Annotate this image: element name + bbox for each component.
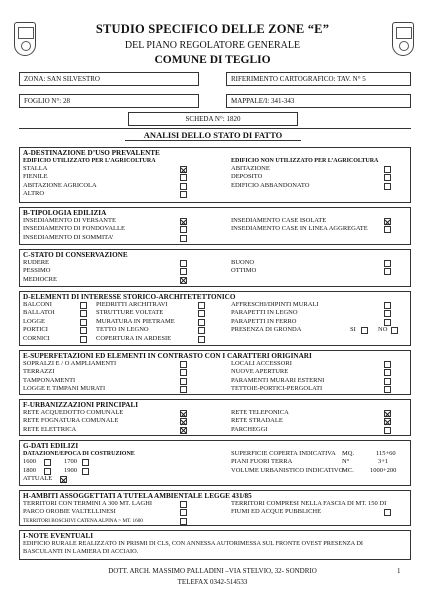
parcheggi-checkbox[interactable] — [384, 427, 391, 434]
versante-checkbox[interactable] — [180, 218, 187, 225]
metric-value: 115+60 — [376, 450, 396, 457]
stradale-checkbox[interactable] — [384, 418, 391, 425]
section-i-title: I-NOTE EVENTUALI — [23, 532, 94, 540]
sopralzi-checkbox[interactable] — [180, 361, 187, 368]
section-g — [19, 440, 411, 486]
checkbox-label: 1900 — [64, 466, 77, 474]
checkbox-label: INSEDIAMENTO DI VERSANTE — [23, 217, 116, 224]
checkbox-label: RETE ACQUEDOTTO COMUNALE — [23, 409, 124, 416]
section-b-title: B-TIPOLOGIA EDILIZIA — [23, 209, 107, 217]
checkbox-label: RETE FOGNATURA COMUNALE — [23, 417, 119, 425]
checkbox-label: PARCO OROBIE VALTELLINESI — [23, 508, 116, 516]
mappale-field: MAPPALE/I: 341-343 — [226, 94, 411, 108]
checkbox-label: COPERTURA IN ARDESIE — [96, 334, 172, 342]
metric-value: 3+1 — [378, 458, 389, 466]
affreschi-checkbox[interactable] — [384, 302, 391, 309]
nuove-aperture-checkbox[interactable] — [384, 369, 391, 376]
fondovalle-checkbox[interactable] — [180, 226, 187, 233]
section-a — [19, 147, 411, 203]
section-c — [19, 249, 411, 287]
checkbox-label: OTTIMO — [231, 267, 257, 275]
section-a-title: A-DESTINAZIONE D’USO PREVALENTE — [23, 149, 160, 157]
riferimento-field: RIFERIMENTO CARTOGRAFICO: TAV. N° 5 — [226, 72, 411, 86]
metric-unit: MQ. — [342, 450, 355, 457]
checkbox-label: EDIFICIO ABBANDONATO — [231, 181, 310, 189]
cornici-checkbox[interactable] — [80, 336, 87, 343]
parco-orobie-checkbox[interactable] — [180, 509, 187, 516]
locali-accessori-checkbox[interactable] — [384, 361, 391, 368]
document-header — [0, 8, 425, 68]
balconi-checkbox[interactable] — [80, 302, 87, 309]
pessimo-checkbox[interactable] — [180, 268, 187, 275]
checkbox-label: ABITAZIONE — [231, 165, 270, 172]
fognatura-checkbox[interactable] — [180, 418, 187, 425]
checkbox-label: STRUTTURE VOLTATE — [96, 309, 164, 317]
checkbox-label: LOGGE E TIMPANI MURATI — [23, 385, 106, 393]
checkbox-label: PRESENZA DI GRONDA — [231, 326, 302, 334]
checkbox-label: INSEDIAMENTO DI FONDOVALLE — [23, 225, 125, 233]
acquedotto-checkbox[interactable] — [180, 410, 187, 417]
section-f — [19, 399, 411, 436]
muratura-checkbox[interactable] — [198, 319, 205, 326]
section-i — [19, 530, 411, 560]
ballatoi-checkbox[interactable] — [80, 310, 87, 317]
year-1700-checkbox[interactable] — [82, 459, 89, 466]
checkbox-label: ABITAZIONE AGRICOLA — [23, 181, 97, 189]
checkbox-label: LOGGE — [23, 317, 46, 325]
si-label: SI — [350, 326, 356, 334]
strutture-voltate-checkbox[interactable] — [198, 310, 205, 317]
section-h-title: H-AMBITI ASSOGGETTATI A TUTELA AMBIENTALE LEGGE 431/85 — [23, 492, 252, 500]
year-1800-checkbox[interactable] — [44, 468, 51, 475]
section-d-title: D-ELEMENTI DI INTERESSE STORICO-ARCHITETETTONICO — [23, 293, 236, 301]
checkbox-label: TERRITORI BOSCHIVI CATENA ALPINA > MT. 1600 — [23, 517, 143, 524]
year-1600-checkbox[interactable] — [44, 459, 51, 466]
metric-label: VOLUME URBANISTICO INDICATIVO — [231, 466, 344, 474]
checkbox-label: RETE ELETTRICA — [23, 425, 77, 433]
deposito-checkbox[interactable] — [384, 174, 391, 181]
section-h — [19, 490, 411, 526]
document-title: STUDIO SPECIFICO DELLE ZONE “E” — [95, 22, 330, 36]
timpani-checkbox[interactable] — [180, 386, 187, 393]
checkbox-label: FIUMI ED ACQUE PUBBLICHE — [231, 508, 322, 516]
checkbox-label: NUOVE APERTURE — [231, 368, 289, 376]
year-1900-checkbox[interactable] — [82, 468, 89, 475]
parapetti-legno-checkbox[interactable] — [384, 310, 391, 317]
checkbox-label: TERRITORI CON TERMINI A 300 MT. LAGHI — [23, 500, 153, 507]
checkbox-label: ALTRO — [23, 190, 45, 198]
metric-unit: N° — [342, 458, 350, 466]
case-in-linea-checkbox[interactable] — [384, 226, 391, 233]
checkbox-label: ATTUALE — [23, 475, 53, 483]
laghi-checkbox[interactable] — [180, 501, 187, 508]
footer-telefax: TELEFAX 0342-514533 — [177, 578, 248, 586]
checkbox-label: LOCALI ACCESSORI — [231, 360, 292, 367]
section-g-subtitle: DATAZIONE/EPOCA DI COSTRUZIONE — [23, 451, 135, 457]
document-subtitle: DEL PIANO REGOLATORE GENERALE — [124, 40, 301, 51]
footer-address: DOTT. ARCH. MASSIMO PALLADINI –VIA STELVIO, 32- SONDRIO — [108, 567, 317, 575]
case-isolate-checkbox[interactable] — [384, 218, 391, 225]
checkbox-label: CORNICI — [23, 334, 50, 342]
checkbox-label: 1700 — [64, 458, 77, 466]
checkbox-label: 1600 — [23, 458, 36, 466]
checkbox-label: TETTOIE-PORTICI-PERGOLATI — [231, 385, 323, 393]
buono-checkbox[interactable] — [384, 260, 391, 267]
terrazzi-checkbox[interactable] — [180, 369, 187, 376]
abitazione-checkbox[interactable] — [384, 166, 391, 173]
altro-checkbox[interactable] — [180, 191, 187, 198]
section-f-title: F-URBANIZZAZIONI PRINCIPALI — [23, 401, 139, 409]
checkbox-label: AFFRESCHI/DIPINTI MURALI — [231, 301, 319, 308]
checkbox-label: DEPOSITO — [231, 173, 263, 181]
notes-text-line1: EDIFICIO RURALE REALIZZATO IN PRISMI DI CLS, CON ANNESSA AUTORIMESSA SUL FRONTE OVEST PRESENZA DI — [23, 540, 364, 547]
section-e-title: E-SUPERFETAZIONI ED ELEMENTI IN CONTRASTO CON I CARATTERI ORIGINARI — [23, 352, 312, 360]
telefonica-checkbox[interactable] — [384, 410, 391, 417]
checkbox-label: TERRAZZI — [23, 368, 55, 376]
checkbox-label: PARCHEGGI — [231, 425, 268, 433]
ottimo-checkbox[interactable] — [384, 268, 391, 275]
gronda-no-checkbox[interactable] — [391, 327, 398, 334]
divider — [19, 128, 411, 129]
scheda-field: SCHEDA N°: 1820 — [128, 112, 298, 126]
section-a-subtitle-left: EDIFICIO UTILIZZATO PER L’AGRICOLTURA — [23, 158, 156, 164]
fiumi-checkbox[interactable] — [384, 509, 391, 516]
section-b — [19, 207, 411, 245]
rudere-checkbox[interactable] — [180, 260, 187, 267]
page-number: 1 — [397, 567, 401, 575]
section-c-title: C-STATO DI CONSERVAZIONE — [23, 251, 128, 259]
checkbox-label: MEDIOCRE — [23, 275, 57, 283]
analisi-title: ANALISI DELLO STATO DI FATTO — [125, 130, 301, 141]
logge-checkbox[interactable] — [80, 319, 87, 326]
checkbox-label: STALLA — [23, 165, 48, 172]
checkbox-label: SOPRALZI E / O AMPLIAMENTI — [23, 360, 117, 367]
attuale-checkbox[interactable] — [60, 476, 67, 483]
metric-unit: MC. — [342, 466, 354, 474]
no-label: NO — [378, 326, 388, 334]
stalla-checkbox[interactable] — [180, 166, 187, 173]
checkbox-label: MURATURA IN PIETRAME — [96, 317, 175, 325]
sommita-checkbox[interactable] — [180, 235, 187, 242]
tettoie-checkbox[interactable] — [384, 386, 391, 393]
metric-label: PIANI FUORI TERRA — [231, 458, 293, 466]
zona-field: ZONA: SAN SILVESTRO — [19, 72, 199, 86]
checkbox-label: PARAPETTI IN LEGNO — [231, 309, 298, 317]
checkbox-label: FIENILE — [23, 173, 48, 181]
checkbox-label: PESSIMO — [23, 267, 51, 275]
abitazione-agricola-checkbox[interactable] — [180, 183, 187, 190]
municipality-name: COMUNE DI TEGLIO — [154, 54, 271, 66]
checkbox-label: PORTICI — [23, 326, 48, 334]
checkbox-label: TERRITORI COMPRESI NELLA FASCIA DI MT. 150 DI — [231, 500, 387, 507]
checkbox-label: PARAMENTI MURARI ESTERNI — [231, 376, 325, 384]
paramenti-checkbox[interactable] — [384, 378, 391, 385]
checkbox-label: RETE TELEFONICA — [231, 409, 289, 416]
checkbox-label: TAMPONAMENTI — [23, 376, 76, 384]
checkbox-label: BALLATOI — [23, 309, 55, 317]
boschivi-checkbox[interactable] — [180, 518, 187, 525]
elettrica-checkbox[interactable] — [180, 427, 187, 434]
mediocre-checkbox[interactable] — [180, 277, 187, 284]
metric-value: 1000+200 — [370, 466, 397, 474]
checkbox-label: INSEDIAMENTO CASE ISOLATE — [231, 217, 327, 224]
piedritti-checkbox[interactable] — [198, 302, 205, 309]
section-e — [19, 350, 411, 395]
metric-label: SUPERFICIE COPERTA INDICATIVA — [231, 450, 336, 457]
edificio-abbandonato-checkbox[interactable] — [384, 183, 391, 190]
tetto-legno-checkbox[interactable] — [198, 327, 205, 334]
checkbox-label: BUONO — [231, 259, 255, 266]
checkbox-label: 1800 — [23, 466, 36, 474]
checkbox-label: BALCONI — [23, 301, 52, 308]
section-g-title: G-DATI EDILIZI — [23, 442, 79, 450]
tamponamenti-checkbox[interactable] — [180, 378, 187, 385]
checkbox-label: INSEDIAMENTO DI SOMMITA’ — [23, 233, 114, 241]
checkbox-label: PIEDRITTI ARCHITRAVI — [96, 301, 168, 308]
checkbox-label: INSEDIAMENTO CASE IN LINEA AGGREGATE — [231, 225, 368, 233]
section-a-subtitle-right: EDIFICIO NON UTILIZZATO PER L’AGRICOLTURA — [231, 158, 379, 164]
portici-checkbox[interactable] — [80, 327, 87, 334]
ardesie-checkbox[interactable] — [198, 336, 205, 343]
fienile-checkbox[interactable] — [180, 174, 187, 181]
checkbox-label: PARAPETTI IN FERRO — [231, 317, 297, 325]
gronda-si-checkbox[interactable] — [361, 327, 368, 334]
notes-text-line2: BASCULANTI IN LAMIERA DI ACCIAIO. — [23, 548, 139, 556]
checkbox-label: TETTO IN LEGNO — [96, 326, 149, 334]
foglio-field: FOGLIO N°: 28 — [19, 94, 199, 108]
parapetti-ferro-checkbox[interactable] — [384, 319, 391, 326]
checkbox-label: RETE STRADALE — [231, 417, 283, 425]
section-d — [19, 291, 411, 346]
checkbox-label: RUDERE — [23, 259, 49, 266]
